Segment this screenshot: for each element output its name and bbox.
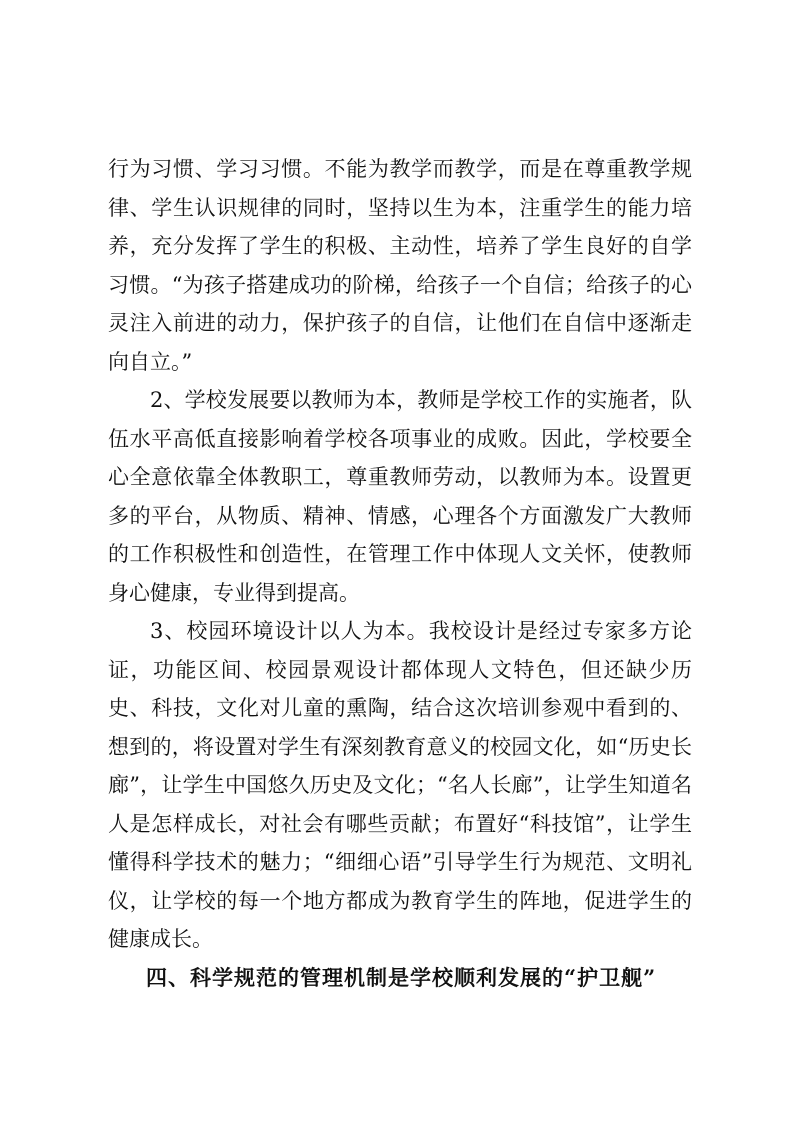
- paragraph-continued: 行为习惯、学习习惯。不能为教学而教学，而是在尊重教学规律、学生认识规律的同时，坚持以生为本，注重学生的能力培养，充分发挥了学生的积极、主动性，培养了学生良好的自学习惯。“为孩子搭建成功的阶梯，给孩子一个自信；给孩子的心灵注入前进的动力，保护孩子的自信，让他们在自信中逐渐走向自立。”: [108, 157, 692, 374]
- section-heading: 四、科学规范的管理机制是学校顺利发展的“护卫舰”: [146, 964, 657, 990]
- paragraph-teacher-centered: 2、学校发展要以教师为本，教师是学校工作的实施者，队伍水平高低直接影响着学校各项事业的成败。因此，学校要全心全意依靠全体教职工，尊重教师劳动，以教师为本。设置更多的平台，从物质、精神、情感，心理各个方面激发广大教师的工作积极性和创造性，在管理工作中体现人文关怀，使教师身心健康，专业得到提高。: [108, 388, 692, 605]
- paragraph-campus-environment: 3、校园环境设计以人为本。我校设计是经过专家多方论证，功能区间、校园景观设计都体现人文特色，但还缺少历史、科技，文化对儿童的熏陶，结合这次培训参观中看到的、想到的，将设置对学生有深刻教育意义的校园文化，如“历史长廊”，让学生中国悠久历史及文化；“名人长廊”，让学生知道名人是怎样成长，对社会有哪些贡献；布置好“科技馆”，让学生懂得科学技术的魅力；“细细心语”引导学生行为规范、文明礼仪，让学校的每一个地方都成为教育学生的阵地，促进学生的健康成长。: [108, 619, 692, 951]
- document-body: [108, 150, 692, 997]
